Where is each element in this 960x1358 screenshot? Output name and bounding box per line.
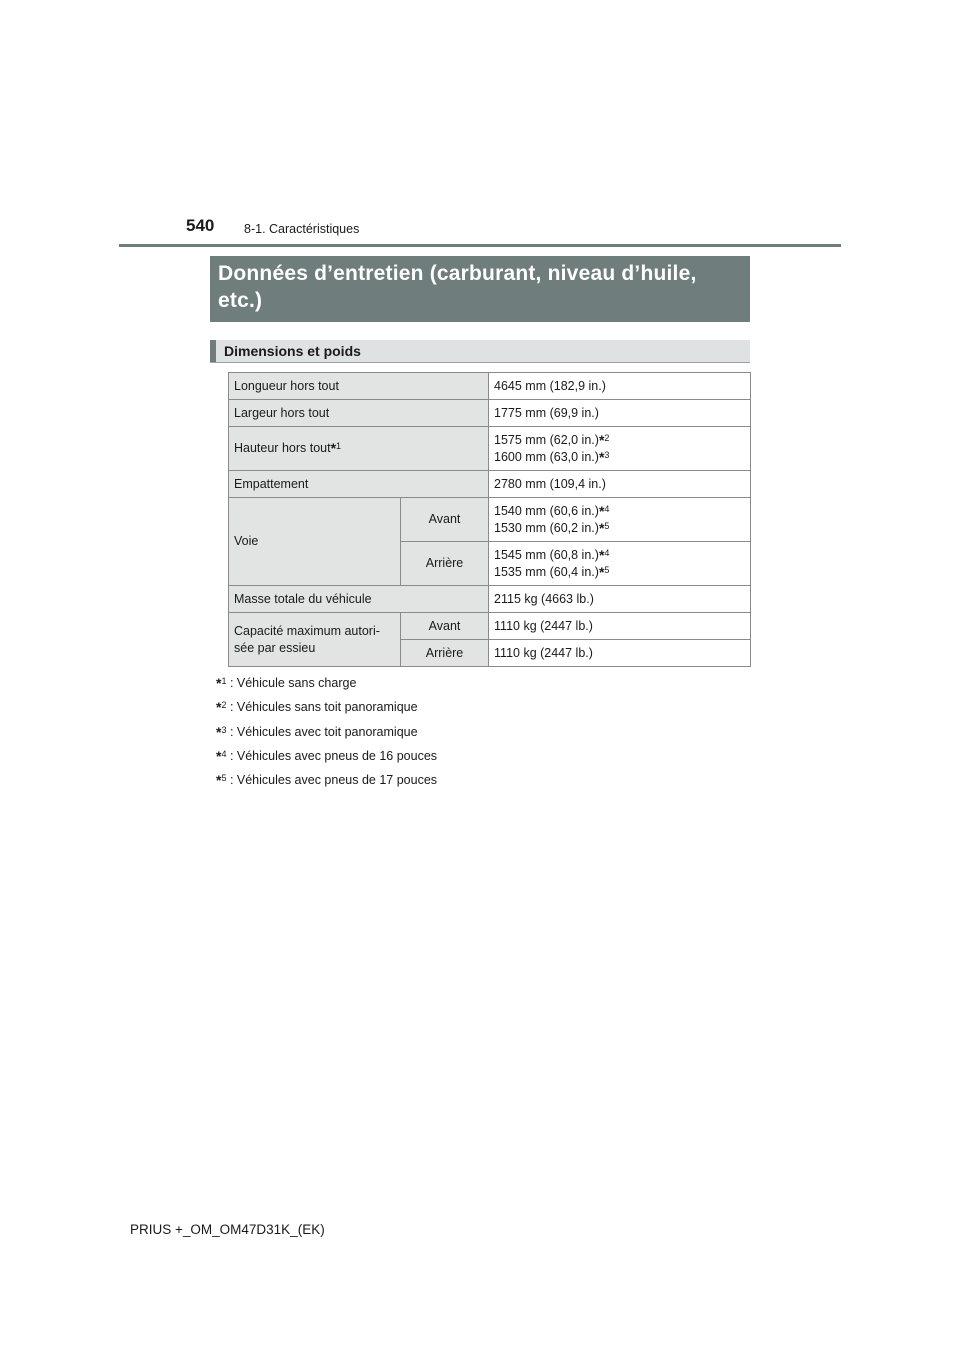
footnote-star: * bbox=[598, 448, 605, 465]
footnote-star: * bbox=[216, 675, 222, 691]
footnote-ref: 5 bbox=[604, 520, 610, 531]
row-value bbox=[489, 498, 751, 542]
row-value: 1110 kg (2447 lb.) bbox=[489, 613, 751, 640]
footnotes bbox=[216, 674, 437, 795]
sub-label: Arrière bbox=[401, 542, 489, 586]
row-value: 2780 mm (109,4 in.) bbox=[489, 471, 751, 498]
header-rule bbox=[119, 244, 841, 247]
row-label: Masse totale du véhicule bbox=[229, 586, 489, 613]
footnote bbox=[216, 723, 437, 747]
footnote-ref: 4 bbox=[604, 547, 610, 558]
document-code: PRIUS +_OM_OM47D31K_(EK) bbox=[130, 1222, 325, 1237]
footnote-ref: 4 bbox=[604, 503, 610, 514]
dimensions-table bbox=[228, 372, 751, 667]
row-value bbox=[489, 427, 751, 471]
footnote-number: 1 bbox=[221, 676, 227, 686]
footnote-star: * bbox=[598, 431, 605, 448]
footnote-text: : Véhicules avec toit panoramique bbox=[226, 724, 418, 739]
footnote-star: * bbox=[216, 747, 222, 764]
row-label: Largeur hors tout bbox=[229, 400, 489, 427]
row-label: Empattement bbox=[229, 471, 489, 498]
footnote-star: * bbox=[330, 440, 337, 456]
footnote-star: * bbox=[216, 699, 222, 716]
row-value: 1775 mm (69,9 in.) bbox=[489, 400, 751, 427]
subheading-bar bbox=[210, 340, 216, 362]
row-label bbox=[229, 427, 489, 471]
footnote bbox=[216, 771, 437, 795]
footnote-ref: 5 bbox=[604, 564, 610, 575]
footnote-ref: 3 bbox=[604, 449, 610, 460]
footnote-star: * bbox=[598, 519, 605, 536]
footnote-text: : Véhicules sans toit panoramique bbox=[226, 700, 418, 715]
section-reference: 8-1. Caractéristiques bbox=[244, 222, 360, 236]
row-label: Longueur hors tout bbox=[229, 373, 489, 400]
footnote-number: 3 bbox=[221, 724, 227, 735]
footnote-star: * bbox=[598, 502, 605, 519]
footnote-text: : Véhicules avec pneus de 17 pouces bbox=[226, 773, 438, 788]
subheading-label: Dimensions et poids bbox=[224, 343, 361, 359]
table-row bbox=[229, 613, 751, 640]
value-line: 1575 mm (62,0 in.) bbox=[494, 432, 599, 447]
sub-label: Avant bbox=[401, 613, 489, 640]
footnote-number: 2 bbox=[221, 700, 227, 711]
table-row bbox=[229, 400, 751, 427]
value-line: 1540 mm (60,6 in.) bbox=[494, 503, 599, 518]
row-value: 2115 kg (4663 lb.) bbox=[489, 586, 751, 613]
footnote-star: * bbox=[598, 546, 605, 563]
footnote-ref: 2 bbox=[604, 432, 610, 443]
subheading bbox=[210, 340, 750, 363]
footnote-ref: 1 bbox=[336, 441, 342, 451]
row-label: Voie bbox=[229, 498, 401, 586]
table-row bbox=[229, 427, 751, 471]
table-row bbox=[229, 498, 751, 542]
footnote-star: * bbox=[216, 772, 222, 789]
footnote-text: : Véhicules avec pneus de 16 pouces bbox=[226, 748, 438, 763]
value-line: 1545 mm (60,8 in.) bbox=[494, 547, 599, 562]
table-row bbox=[229, 373, 751, 400]
value-line: 1530 mm (60,2 in.) bbox=[494, 520, 599, 535]
footnote-star: * bbox=[598, 563, 605, 580]
row-value: 4645 mm (182,9 in.) bbox=[489, 373, 751, 400]
row-label: Capacité maximum autori-sée par essieu bbox=[229, 613, 401, 667]
table-row bbox=[229, 471, 751, 498]
footnote-text: : Véhicule sans charge bbox=[226, 676, 357, 690]
footnote bbox=[216, 747, 437, 771]
sub-label: Avant bbox=[401, 498, 489, 542]
page-title: Données d’entretien (carburant, niveau d’huile, etc.) bbox=[210, 256, 750, 322]
sub-label: Arrière bbox=[401, 640, 489, 667]
footnote-star: * bbox=[216, 723, 222, 740]
value-line: 1535 mm (60,4 in.) bbox=[494, 564, 599, 579]
footnote bbox=[216, 674, 437, 698]
page-number: 540 bbox=[186, 216, 215, 235]
footnote-number: 4 bbox=[221, 748, 227, 759]
table-row bbox=[229, 586, 751, 613]
footnote bbox=[216, 698, 437, 722]
row-value: 1110 kg (2447 lb.) bbox=[489, 640, 751, 667]
value-line: 1600 mm (63,0 in.) bbox=[494, 449, 599, 464]
row-label-text: Hauteur hors tout bbox=[234, 441, 331, 455]
footnote-number: 5 bbox=[221, 773, 227, 784]
row-value bbox=[489, 542, 751, 586]
